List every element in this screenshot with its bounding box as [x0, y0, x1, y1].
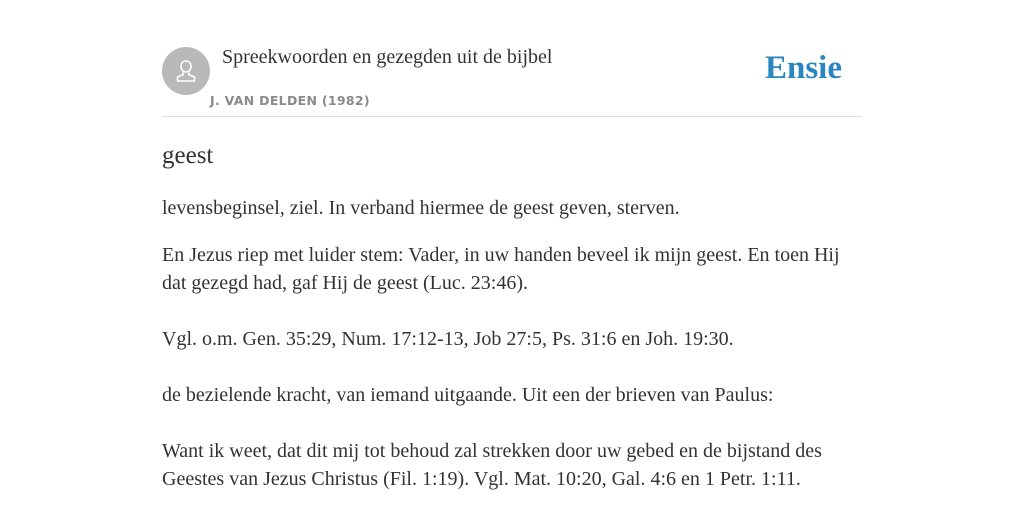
entry-paragraph: Vgl. o.m. Gen. 35:29, Num. 17:12-13, Job 27:5, Ps. 31:6 en Joh. 19:30. — [162, 328, 734, 350]
entry-paragraph: de bezielende kracht, van iemand uitgaande. Uit een der brieven van Paulus: — [162, 384, 774, 406]
entry-paragraph: En Jezus riep met luider stem: Vader, in uw handen beveel ik mijn geest. En toen Hij dat gezegd had, gaf Hij de geest (Luc. 23:46). — [162, 244, 840, 294]
page — [162, 0, 862, 493]
entry-paragraph: levensbeginsel, ziel. In verband hiermee de geest geven, sterven. — [162, 197, 680, 219]
entry-paragraph: Want ik weet, dat dit mij tot behoud zal strekken door uw gebed en de bijstand des Geestes van Jezus Christus (Fil. 1:19). Vgl. Mat. 10:20, Gal. 4:6 en 1 Petr. 1:11. — [162, 440, 822, 490]
author-byline[interactable]: J. VAN DELDEN (1982) — [210, 93, 370, 108]
header — [162, 0, 862, 117]
brand-logo[interactable]: Ensie — [764, 50, 842, 86]
author-avatar[interactable] — [162, 47, 210, 95]
user-silhouette-icon — [171, 56, 201, 86]
book-title[interactable]: Spreekwoorden en gezegden uit de bijbel — [222, 46, 553, 68]
entry-term: geest — [162, 142, 214, 169]
